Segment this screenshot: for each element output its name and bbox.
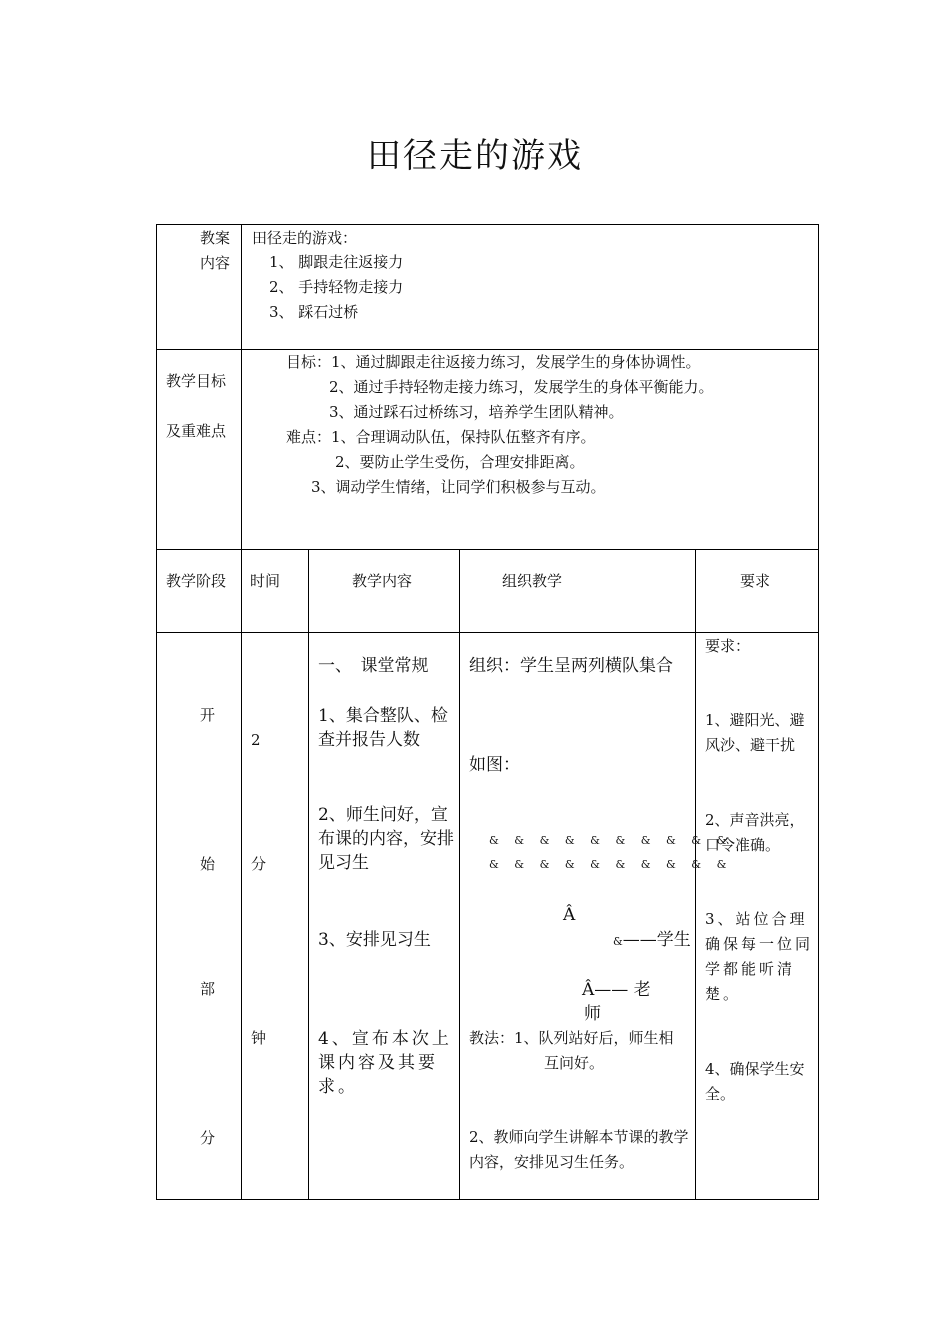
- row1-label-line2: 内容: [200, 254, 231, 272]
- header-organization: 组织教学: [502, 572, 563, 590]
- row1-content-item: 2、 手持轻物走接力: [269, 278, 404, 296]
- content-item: 3、安排见习生: [318, 930, 431, 950]
- objective-line: 目标：1、通过脚跟走往返接力练习，发展学生的身体协调性。: [286, 353, 701, 371]
- table-border-top: [156, 224, 819, 225]
- header-content: 教学内容: [352, 572, 413, 590]
- difficulty-line: 难点：1、合理调动队伍，保持队伍整齐有序。: [286, 428, 596, 446]
- teacher-legend-symbol: Â: [582, 980, 595, 1000]
- teacher-legend: [582, 978, 651, 1002]
- teacher-position-symbol: Â: [563, 905, 576, 925]
- student-legend: [613, 928, 691, 954]
- page-title: 田径走的游戏: [367, 136, 583, 176]
- objective-line: 3、通过踩石过桥练习，培养学生团队精神。: [329, 403, 624, 421]
- objective-line: 2、通过手持轻物走接力练习，发展学生的身体平衡能力。: [329, 378, 714, 396]
- column-divider: [459, 549, 460, 1200]
- teaching-method: 教法：1、队列站好后，师生相: [469, 1029, 674, 1047]
- teacher-legend-text: —— 老: [594, 980, 651, 1000]
- content-section-heading: 一、 课堂常规: [318, 656, 429, 676]
- teaching-method: 2、教师向学生讲解本节课的教学内容，安排见习生任务。: [469, 1128, 689, 1171]
- requirement-item: 1、避阳光、避风沙、避干扰: [705, 711, 805, 754]
- stage-char: 部: [200, 980, 216, 998]
- formation-row: & & & & & & & & & &: [489, 858, 733, 871]
- row1-label-line1: 教案: [200, 229, 231, 247]
- difficulty-line: 2、要防止学生受伤，合理安排距离。: [335, 453, 585, 471]
- content-item: 4、宣布本次上课内容及其要求。: [318, 1029, 452, 1097]
- teaching-method-cont: 互问好。: [544, 1054, 605, 1072]
- time-unit: 钟: [251, 1029, 267, 1047]
- requirements-heading: 要求：: [705, 637, 751, 655]
- stage-char: 分: [200, 1129, 216, 1147]
- column-divider: [241, 224, 242, 1200]
- time-value: 2: [251, 731, 261, 749]
- org-description: 组织：学生呈两列横队集合: [469, 656, 673, 676]
- requirement-item: 4、确保学生安全。: [705, 1060, 805, 1103]
- row1-content-item: 3、 踩石过桥: [269, 303, 359, 321]
- stage-char: 始: [200, 855, 216, 873]
- teacher-legend-text-cont: 师: [584, 1004, 601, 1024]
- difficulty-line: 3、调动学生情绪，让同学们积极参与互动。: [311, 478, 606, 496]
- student-legend-text: ——学生: [622, 930, 691, 950]
- org-diagram-label: 如图：: [469, 755, 520, 775]
- row1-content-item: 1、 脚跟走往返接力: [269, 253, 404, 271]
- header-time: 时间: [250, 572, 281, 590]
- row2-label-line1: 教学目标: [166, 372, 227, 390]
- stage-char: 开: [200, 706, 216, 724]
- requirement-item: 2、声音洪亮，口令准确。: [705, 811, 805, 854]
- row-divider: [156, 549, 819, 550]
- row2-label-line2: 及重难点: [166, 422, 227, 440]
- header-requirements: 要求: [740, 572, 771, 590]
- row-divider: [156, 632, 819, 633]
- column-divider: [308, 549, 309, 1200]
- formation-row: & & & & & & & & & &: [489, 834, 733, 847]
- table-border-right: [818, 224, 819, 1200]
- content-item: 2、师生问好，宣布课的内容，安排见习生: [318, 805, 454, 873]
- content-item: 1、集合整队、检查并报告人数: [318, 706, 448, 750]
- header-stage: 教学阶段: [166, 572, 227, 590]
- requirement-item: 3、站位合理确保每一位同学都能听清楚。: [705, 910, 814, 1003]
- time-unit: 分: [251, 855, 267, 873]
- table-border-left: [156, 224, 157, 1200]
- student-legend-symbol: &: [613, 935, 623, 948]
- table-border-bottom: [156, 1199, 819, 1200]
- row1-content-heading: 田径走的游戏：: [252, 229, 358, 247]
